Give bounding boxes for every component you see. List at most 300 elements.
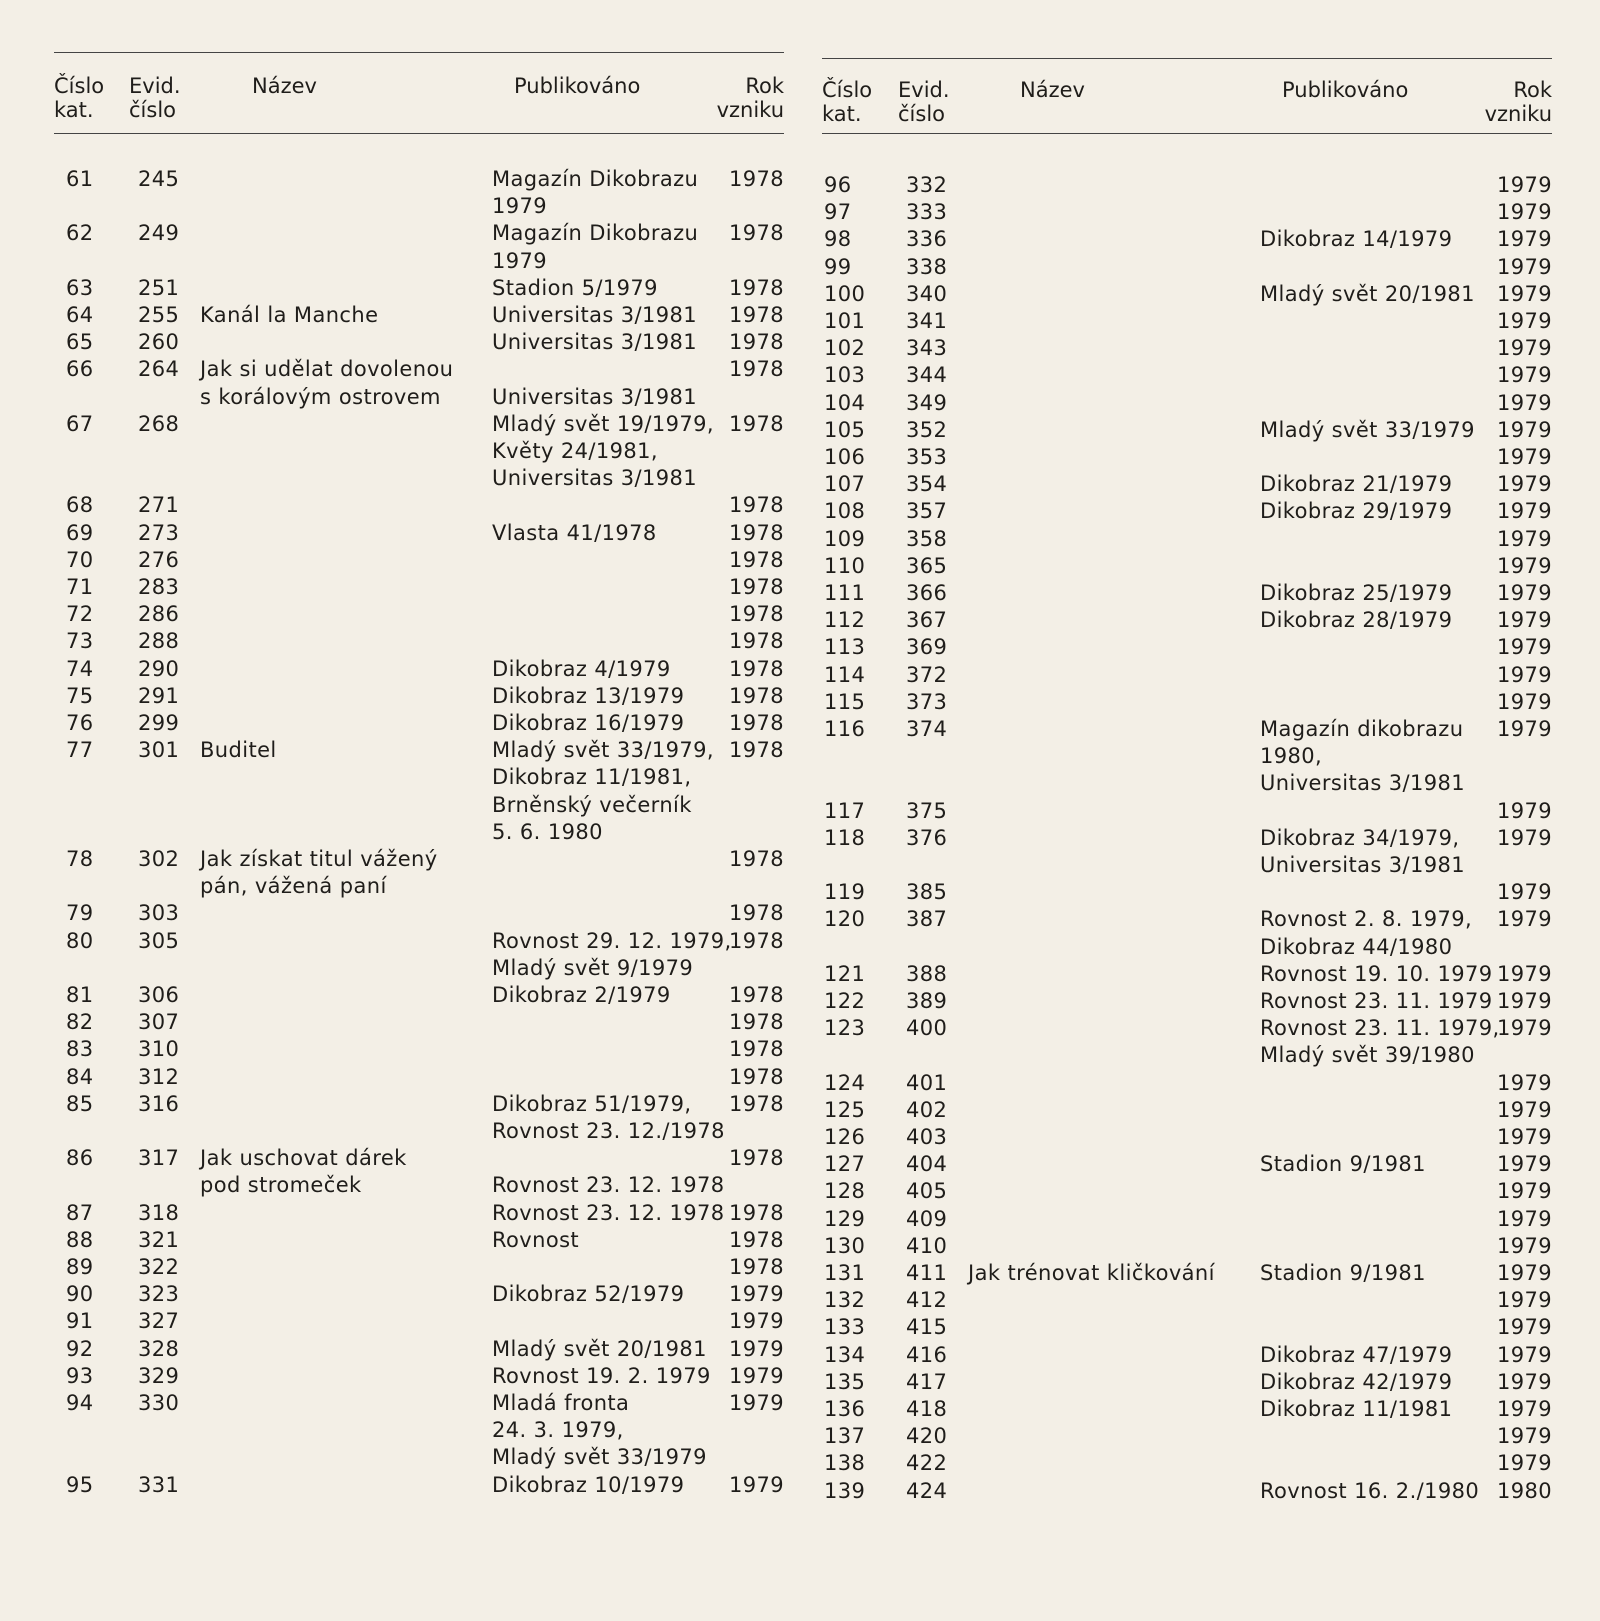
evidence-number: 286 bbox=[138, 602, 180, 627]
table-row bbox=[54, 275, 784, 302]
year-created: 1979 bbox=[1496, 662, 1552, 687]
catalog-number: 88 bbox=[66, 1227, 94, 1252]
catalog-number: 102 bbox=[824, 336, 866, 361]
evidence-number: 404 bbox=[906, 1152, 948, 1177]
catalog-number: 133 bbox=[824, 1315, 866, 1340]
year-created: 1979 bbox=[1496, 553, 1552, 578]
evidence-number: 402 bbox=[906, 1097, 948, 1122]
evidence-number: 260 bbox=[138, 330, 180, 355]
evidence-number: 353 bbox=[906, 445, 948, 469]
catalog-number: 79 bbox=[66, 901, 94, 926]
catalog-number: 119 bbox=[824, 880, 866, 905]
published-in: Mladý svět 20/1981 bbox=[492, 1336, 707, 1361]
catalog-number: 105 bbox=[824, 417, 866, 442]
published-in: Magazín dikobrazu 1980, Universitas 3/1981 bbox=[1260, 717, 1466, 796]
header-rule bbox=[822, 133, 1552, 134]
catalog-number: 126 bbox=[824, 1125, 866, 1149]
published-in: Universitas 3/1981 bbox=[492, 384, 698, 409]
evidence-number: 410 bbox=[906, 1233, 948, 1258]
catalog-number: 130 bbox=[824, 1233, 866, 1258]
year-created: 1980 bbox=[1496, 1478, 1552, 1503]
table-row bbox=[54, 1336, 784, 1363]
evidence-number: 388 bbox=[906, 961, 948, 986]
top-rule bbox=[822, 58, 1552, 59]
catalog-number: 127 bbox=[824, 1152, 866, 1177]
year-created: 1978 bbox=[728, 547, 784, 572]
catalog-number: 120 bbox=[824, 907, 866, 932]
table-row bbox=[822, 1124, 1552, 1151]
catalog-number: 72 bbox=[66, 602, 94, 627]
table-row bbox=[54, 737, 784, 846]
catalog-number: 66 bbox=[66, 357, 94, 382]
published-in: Mladý svět 19/1979, Květy 24/1981, Universitas 3/1981 bbox=[492, 411, 714, 491]
evidence-number: 303 bbox=[138, 901, 180, 926]
table-row bbox=[822, 1450, 1552, 1477]
catalog-number: 87 bbox=[66, 1200, 94, 1225]
year-created: 1978 bbox=[728, 683, 784, 708]
evidence-number: 369 bbox=[906, 635, 948, 660]
evidence-number: 354 bbox=[906, 472, 948, 497]
evidence-number: 412 bbox=[906, 1288, 948, 1313]
year-created: 1979 bbox=[1496, 880, 1552, 905]
evidence-number: 333 bbox=[906, 200, 948, 225]
table-row bbox=[54, 1145, 784, 1199]
table-row bbox=[822, 1015, 1552, 1069]
table-row bbox=[54, 1363, 784, 1390]
table-row bbox=[822, 362, 1552, 389]
title: Jak získat titul vážený pán, vážená paní bbox=[200, 847, 438, 899]
year-created: 1978 bbox=[728, 330, 784, 355]
evidence-number: 416 bbox=[906, 1342, 948, 1367]
year-created: 1978 bbox=[728, 1200, 784, 1225]
evidence-number: 352 bbox=[906, 417, 948, 442]
year-created: 1979 bbox=[1496, 1315, 1552, 1340]
year-created: 1979 bbox=[728, 1336, 784, 1361]
table-row bbox=[54, 1281, 784, 1308]
year-created: 1979 bbox=[1496, 336, 1552, 361]
year-created: 1979 bbox=[1496, 445, 1552, 469]
catalog-number: 104 bbox=[824, 390, 866, 415]
catalog-number: 112 bbox=[824, 608, 866, 633]
header-year: Rok vzniku bbox=[1484, 78, 1552, 126]
published-in: Universitas 3/1981 bbox=[492, 303, 698, 327]
published-in: Mladý svět 33/1979 bbox=[1260, 417, 1475, 442]
catalog-number: 92 bbox=[66, 1336, 94, 1361]
published-in: Stadion 5/1979 bbox=[492, 275, 658, 300]
year-created: 1979 bbox=[1496, 1424, 1552, 1449]
evidence-number: 322 bbox=[138, 1255, 180, 1279]
year-created: 1979 bbox=[1496, 798, 1552, 823]
catalog-number: 114 bbox=[824, 662, 866, 687]
published-in: Dikobraz 29/1979 bbox=[1260, 499, 1453, 524]
year-created: 1979 bbox=[1496, 173, 1552, 197]
table-row bbox=[822, 1151, 1552, 1178]
published-in: Rovnost 2. 8. 1979, Dikobraz 44/1980 bbox=[1260, 907, 1473, 959]
table-row bbox=[822, 1233, 1552, 1260]
year-created: 1978 bbox=[728, 357, 784, 382]
title: Jak si udělat dovolenou s korálovým ostrovem bbox=[200, 357, 454, 409]
catalog-number: 134 bbox=[824, 1342, 866, 1367]
published-in: Rovnost 16. 2./1980 bbox=[1260, 1478, 1480, 1503]
year-created: 1979 bbox=[728, 1282, 784, 1307]
year-created: 1979 bbox=[1496, 227, 1552, 252]
table-row bbox=[822, 716, 1552, 798]
catalog-number: 98 bbox=[824, 227, 852, 252]
table-row bbox=[54, 928, 784, 982]
catalog-number: 62 bbox=[66, 221, 94, 246]
year-created: 1978 bbox=[728, 411, 784, 436]
year-created: 1979 bbox=[1496, 281, 1552, 306]
year-created: 1979 bbox=[1496, 1016, 1552, 1041]
published-in: Dikobraz 28/1979 bbox=[1260, 608, 1453, 633]
header-published: Publikováno bbox=[514, 74, 641, 98]
year-created: 1979 bbox=[1496, 1206, 1552, 1231]
table-row bbox=[822, 1070, 1552, 1097]
catalog-number: 77 bbox=[66, 738, 94, 763]
table-row bbox=[54, 302, 784, 329]
table-row bbox=[54, 329, 784, 356]
table-row bbox=[822, 417, 1552, 444]
catalog-number: 70 bbox=[66, 547, 94, 572]
evidence-number: 330 bbox=[138, 1391, 180, 1415]
published-in: Universitas 3/1981 bbox=[492, 330, 698, 355]
table-row bbox=[822, 1097, 1552, 1124]
table-row bbox=[54, 900, 784, 927]
year-created: 1979 bbox=[1496, 499, 1552, 524]
table-row bbox=[54, 1009, 784, 1036]
published-in: Mladý svět 33/1979, Dikobraz 11/1981, Brněnský večerník 5. 6. 1980 bbox=[492, 738, 714, 844]
year-created: 1978 bbox=[728, 847, 784, 871]
table-row bbox=[822, 988, 1552, 1015]
catalog-number: 118 bbox=[824, 825, 866, 850]
published-in: Stadion 9/1981 bbox=[1260, 1261, 1426, 1285]
table-row bbox=[822, 471, 1552, 498]
year-created: 1979 bbox=[728, 1309, 784, 1334]
published-in: Rovnost 19. 10. 1979 bbox=[1260, 961, 1493, 986]
table-row bbox=[822, 1396, 1552, 1423]
year-created: 1978 bbox=[728, 602, 784, 627]
year-created: 1978 bbox=[728, 738, 784, 763]
published-in: Rovnost 29. 12. 1979, Mladý svět 9/1979 bbox=[492, 928, 732, 980]
catalog-number: 123 bbox=[824, 1016, 866, 1041]
published-in: Dikobraz 52/1979 bbox=[492, 1282, 685, 1307]
year-created: 1978 bbox=[728, 303, 784, 327]
evidence-number: 405 bbox=[906, 1179, 948, 1204]
catalog-number: 103 bbox=[824, 363, 866, 388]
published-in: Rovnost 19. 2. 1979 bbox=[492, 1363, 711, 1388]
table-row bbox=[54, 1064, 784, 1091]
evidence-number: 340 bbox=[906, 281, 948, 306]
catalog-number: 125 bbox=[824, 1097, 866, 1122]
published-in: Rovnost bbox=[492, 1227, 580, 1252]
published-in: Vlasta 41/1978 bbox=[492, 520, 657, 545]
table-row bbox=[54, 574, 784, 601]
evidence-number: 318 bbox=[138, 1200, 180, 1225]
catalog-number: 76 bbox=[66, 711, 94, 735]
evidence-number: 374 bbox=[906, 717, 948, 741]
evidence-number: 329 bbox=[138, 1363, 180, 1388]
evidence-number: 403 bbox=[906, 1125, 948, 1149]
catalog-number: 84 bbox=[66, 1064, 94, 1089]
table-row bbox=[822, 526, 1552, 553]
evidence-number: 327 bbox=[138, 1309, 180, 1334]
catalog-number: 115 bbox=[824, 689, 866, 714]
year-created: 1979 bbox=[1496, 1179, 1552, 1204]
published-in: Dikobraz 47/1979 bbox=[1260, 1342, 1453, 1367]
table-row bbox=[54, 1390, 784, 1472]
evidence-number: 366 bbox=[906, 581, 948, 605]
catalog-number: 65 bbox=[66, 330, 94, 355]
evidence-number: 358 bbox=[906, 526, 948, 551]
table-row bbox=[822, 662, 1552, 689]
table-row bbox=[822, 689, 1552, 716]
catalog-number: 121 bbox=[824, 961, 866, 986]
catalog-number: 128 bbox=[824, 1179, 866, 1204]
year-created: 1978 bbox=[728, 1091, 784, 1116]
table-row bbox=[822, 199, 1552, 226]
catalog-number: 136 bbox=[824, 1397, 866, 1421]
table-row bbox=[54, 1200, 784, 1227]
published-in: Dikobraz 25/1979 bbox=[1260, 581, 1453, 605]
table-row bbox=[822, 172, 1552, 199]
table-row bbox=[822, 1178, 1552, 1205]
year-created: 1979 bbox=[1496, 907, 1552, 932]
evidence-number: 288 bbox=[138, 629, 180, 654]
year-created: 1979 bbox=[1496, 581, 1552, 605]
catalog-number: 131 bbox=[824, 1261, 866, 1285]
year-created: 1978 bbox=[728, 983, 784, 1007]
evidence-number: 420 bbox=[906, 1424, 948, 1449]
catalog-number: 99 bbox=[824, 254, 852, 279]
catalog-number: 107 bbox=[824, 472, 866, 497]
year-created: 1979 bbox=[1496, 1288, 1552, 1313]
evidence-number: 268 bbox=[138, 411, 180, 436]
evidence-number: 321 bbox=[138, 1227, 180, 1252]
year-created: 1979 bbox=[1496, 363, 1552, 388]
table-row bbox=[54, 982, 784, 1009]
table-row bbox=[54, 1227, 784, 1254]
published-in: Rovnost 23. 12. 1978 bbox=[492, 1173, 725, 1198]
year-created: 1979 bbox=[1496, 961, 1552, 986]
table-row bbox=[822, 553, 1552, 580]
published-in: Stadion 9/1981 bbox=[1260, 1152, 1426, 1177]
evidence-number: 301 bbox=[138, 738, 180, 763]
year-created: 1979 bbox=[1496, 472, 1552, 497]
table-row bbox=[54, 683, 784, 710]
year-created: 1979 bbox=[1496, 825, 1552, 850]
table-row bbox=[822, 1314, 1552, 1341]
evidence-number: 302 bbox=[138, 847, 180, 871]
year-created: 1979 bbox=[1496, 526, 1552, 551]
evidence-number: 328 bbox=[138, 1336, 180, 1361]
year-created: 1978 bbox=[728, 1037, 784, 1062]
year-created: 1979 bbox=[1496, 254, 1552, 279]
evidence-number: 411 bbox=[906, 1261, 948, 1285]
title: Jak trénovat kličkování bbox=[968, 1261, 1215, 1285]
year-created: 1978 bbox=[728, 520, 784, 545]
table-row bbox=[54, 601, 784, 628]
published-in: Rovnost 23. 12. 1978 bbox=[492, 1200, 725, 1225]
evidence-number: 283 bbox=[138, 575, 180, 599]
table-row bbox=[822, 1423, 1552, 1450]
evidence-number: 343 bbox=[906, 336, 948, 361]
evidence-number: 415 bbox=[906, 1315, 948, 1340]
catalog-number: 81 bbox=[66, 983, 94, 1007]
evidence-number: 336 bbox=[906, 227, 948, 252]
catalog-number: 64 bbox=[66, 303, 94, 327]
evidence-number: 365 bbox=[906, 553, 948, 578]
catalog-number: 137 bbox=[824, 1424, 866, 1449]
catalog-number: 83 bbox=[66, 1037, 94, 1062]
catalog-number: 93 bbox=[66, 1363, 94, 1388]
catalog-number: 85 bbox=[66, 1091, 94, 1116]
catalog-number: 95 bbox=[66, 1472, 94, 1497]
year-created: 1978 bbox=[728, 221, 784, 246]
catalog-number: 63 bbox=[66, 275, 94, 300]
year-created: 1979 bbox=[1496, 309, 1552, 333]
table-row bbox=[822, 1342, 1552, 1369]
catalog-number: 82 bbox=[66, 1010, 94, 1035]
year-created: 1978 bbox=[728, 928, 784, 953]
evidence-number: 291 bbox=[138, 683, 180, 708]
table-row bbox=[822, 335, 1552, 362]
evidence-number: 306 bbox=[138, 983, 180, 1007]
published-in: Magazín Dikobrazu 1979 bbox=[492, 167, 699, 219]
evidence-number: 290 bbox=[138, 656, 180, 681]
table-row bbox=[54, 710, 784, 737]
table-row bbox=[822, 444, 1552, 471]
catalog-number: 139 bbox=[824, 1478, 866, 1503]
table-row bbox=[54, 628, 784, 655]
year-created: 1979 bbox=[1496, 717, 1552, 741]
table-row bbox=[54, 656, 784, 683]
evidence-number: 422 bbox=[906, 1451, 948, 1476]
published-in: Dikobraz 34/1979, Universitas 3/1981 bbox=[1260, 825, 1466, 877]
table-row bbox=[822, 498, 1552, 525]
catalog-number: 61 bbox=[66, 167, 94, 191]
table-row bbox=[54, 411, 784, 493]
catalog-number: 100 bbox=[824, 281, 866, 306]
catalog-number: 106 bbox=[824, 445, 866, 469]
evidence-number: 400 bbox=[906, 1016, 948, 1041]
year-created: 1978 bbox=[728, 629, 784, 654]
header-name: Název bbox=[252, 74, 317, 98]
table-row bbox=[822, 281, 1552, 308]
evidence-number: 264 bbox=[138, 357, 180, 382]
evidence-number: 249 bbox=[138, 221, 180, 246]
year-created: 1979 bbox=[1496, 608, 1552, 633]
catalog-number: 110 bbox=[824, 553, 866, 578]
evidence-number: 332 bbox=[906, 173, 948, 197]
title: Jak uschovat dárek pod stromeček bbox=[200, 1146, 407, 1198]
catalog-number: 138 bbox=[824, 1451, 866, 1476]
evidence-number: 305 bbox=[138, 928, 180, 953]
published-in: Mladý svět 20/1981 bbox=[1260, 281, 1475, 306]
table-row bbox=[822, 1478, 1552, 1505]
year-created: 1979 bbox=[1496, 1125, 1552, 1149]
year-created: 1979 bbox=[1496, 1342, 1552, 1367]
year-created: 1979 bbox=[1496, 1369, 1552, 1394]
year-created: 1978 bbox=[728, 1010, 784, 1035]
published-in: Dikobraz 11/1981 bbox=[1260, 1397, 1453, 1421]
catalog-number: 117 bbox=[824, 798, 866, 823]
catalog-number: 71 bbox=[66, 575, 94, 599]
table-row bbox=[822, 254, 1552, 281]
evidence-number: 367 bbox=[906, 608, 948, 633]
year-created: 1979 bbox=[1496, 200, 1552, 225]
table-row bbox=[822, 798, 1552, 825]
published-in: Dikobraz 2/1979 bbox=[492, 983, 671, 1007]
table-row bbox=[822, 1287, 1552, 1314]
catalog-number: 101 bbox=[824, 309, 866, 333]
header-number: Číslo kat. bbox=[54, 74, 105, 122]
year-created: 1978 bbox=[728, 1064, 784, 1089]
catalog-number: 111 bbox=[824, 581, 866, 605]
year-created: 1979 bbox=[1496, 1070, 1552, 1095]
evidence-number: 276 bbox=[138, 547, 180, 572]
year-created: 1979 bbox=[1496, 1233, 1552, 1258]
catalog-number: 91 bbox=[66, 1309, 94, 1334]
evidence-number: 245 bbox=[138, 167, 180, 191]
evidence-number: 418 bbox=[906, 1397, 948, 1421]
table-row bbox=[822, 580, 1552, 607]
header-number: Číslo kat. bbox=[822, 78, 873, 126]
year-created: 1979 bbox=[1496, 1152, 1552, 1177]
table-row bbox=[54, 1308, 784, 1335]
table-row bbox=[54, 846, 784, 900]
year-created: 1979 bbox=[728, 1472, 784, 1497]
published-in: Mladá fronta 24. 3. 1979, Mladý svět 33/1979 bbox=[492, 1391, 707, 1470]
evidence-number: 373 bbox=[906, 689, 948, 714]
table-row bbox=[822, 308, 1552, 335]
header-published: Publikováno bbox=[1282, 78, 1409, 102]
year-created: 1978 bbox=[728, 1227, 784, 1252]
year-created: 1979 bbox=[1496, 1397, 1552, 1421]
catalog-number: 109 bbox=[824, 526, 866, 551]
catalog-number: 96 bbox=[824, 173, 852, 197]
catalog-number: 124 bbox=[824, 1070, 866, 1095]
evidence-number: 372 bbox=[906, 662, 948, 687]
year-created: 1978 bbox=[728, 493, 784, 518]
table-row bbox=[822, 906, 1552, 960]
evidence-number: 338 bbox=[906, 254, 948, 279]
catalog-number: 86 bbox=[66, 1146, 94, 1171]
table-row bbox=[54, 356, 784, 410]
year-created: 1979 bbox=[1496, 1097, 1552, 1122]
published-in: Dikobraz 21/1979 bbox=[1260, 472, 1453, 497]
table-row bbox=[822, 1206, 1552, 1233]
evidence-number: 349 bbox=[906, 390, 948, 415]
table-row bbox=[822, 961, 1552, 988]
catalog-number: 116 bbox=[824, 717, 866, 741]
table-row bbox=[54, 1254, 784, 1281]
table-row bbox=[54, 1472, 784, 1499]
table-row bbox=[822, 390, 1552, 417]
evidence-number: 424 bbox=[906, 1478, 948, 1503]
top-rule bbox=[54, 52, 784, 53]
table-row bbox=[54, 220, 784, 274]
table-row bbox=[822, 226, 1552, 253]
evidence-number: 271 bbox=[138, 493, 180, 518]
evidence-number: 417 bbox=[906, 1369, 948, 1394]
evidence-number: 375 bbox=[906, 798, 948, 823]
catalog-number: 89 bbox=[66, 1255, 94, 1279]
catalog-number: 74 bbox=[66, 656, 94, 681]
table-row bbox=[54, 166, 784, 220]
year-created: 1978 bbox=[728, 575, 784, 599]
table-row bbox=[54, 520, 784, 547]
table-row bbox=[822, 1260, 1552, 1287]
